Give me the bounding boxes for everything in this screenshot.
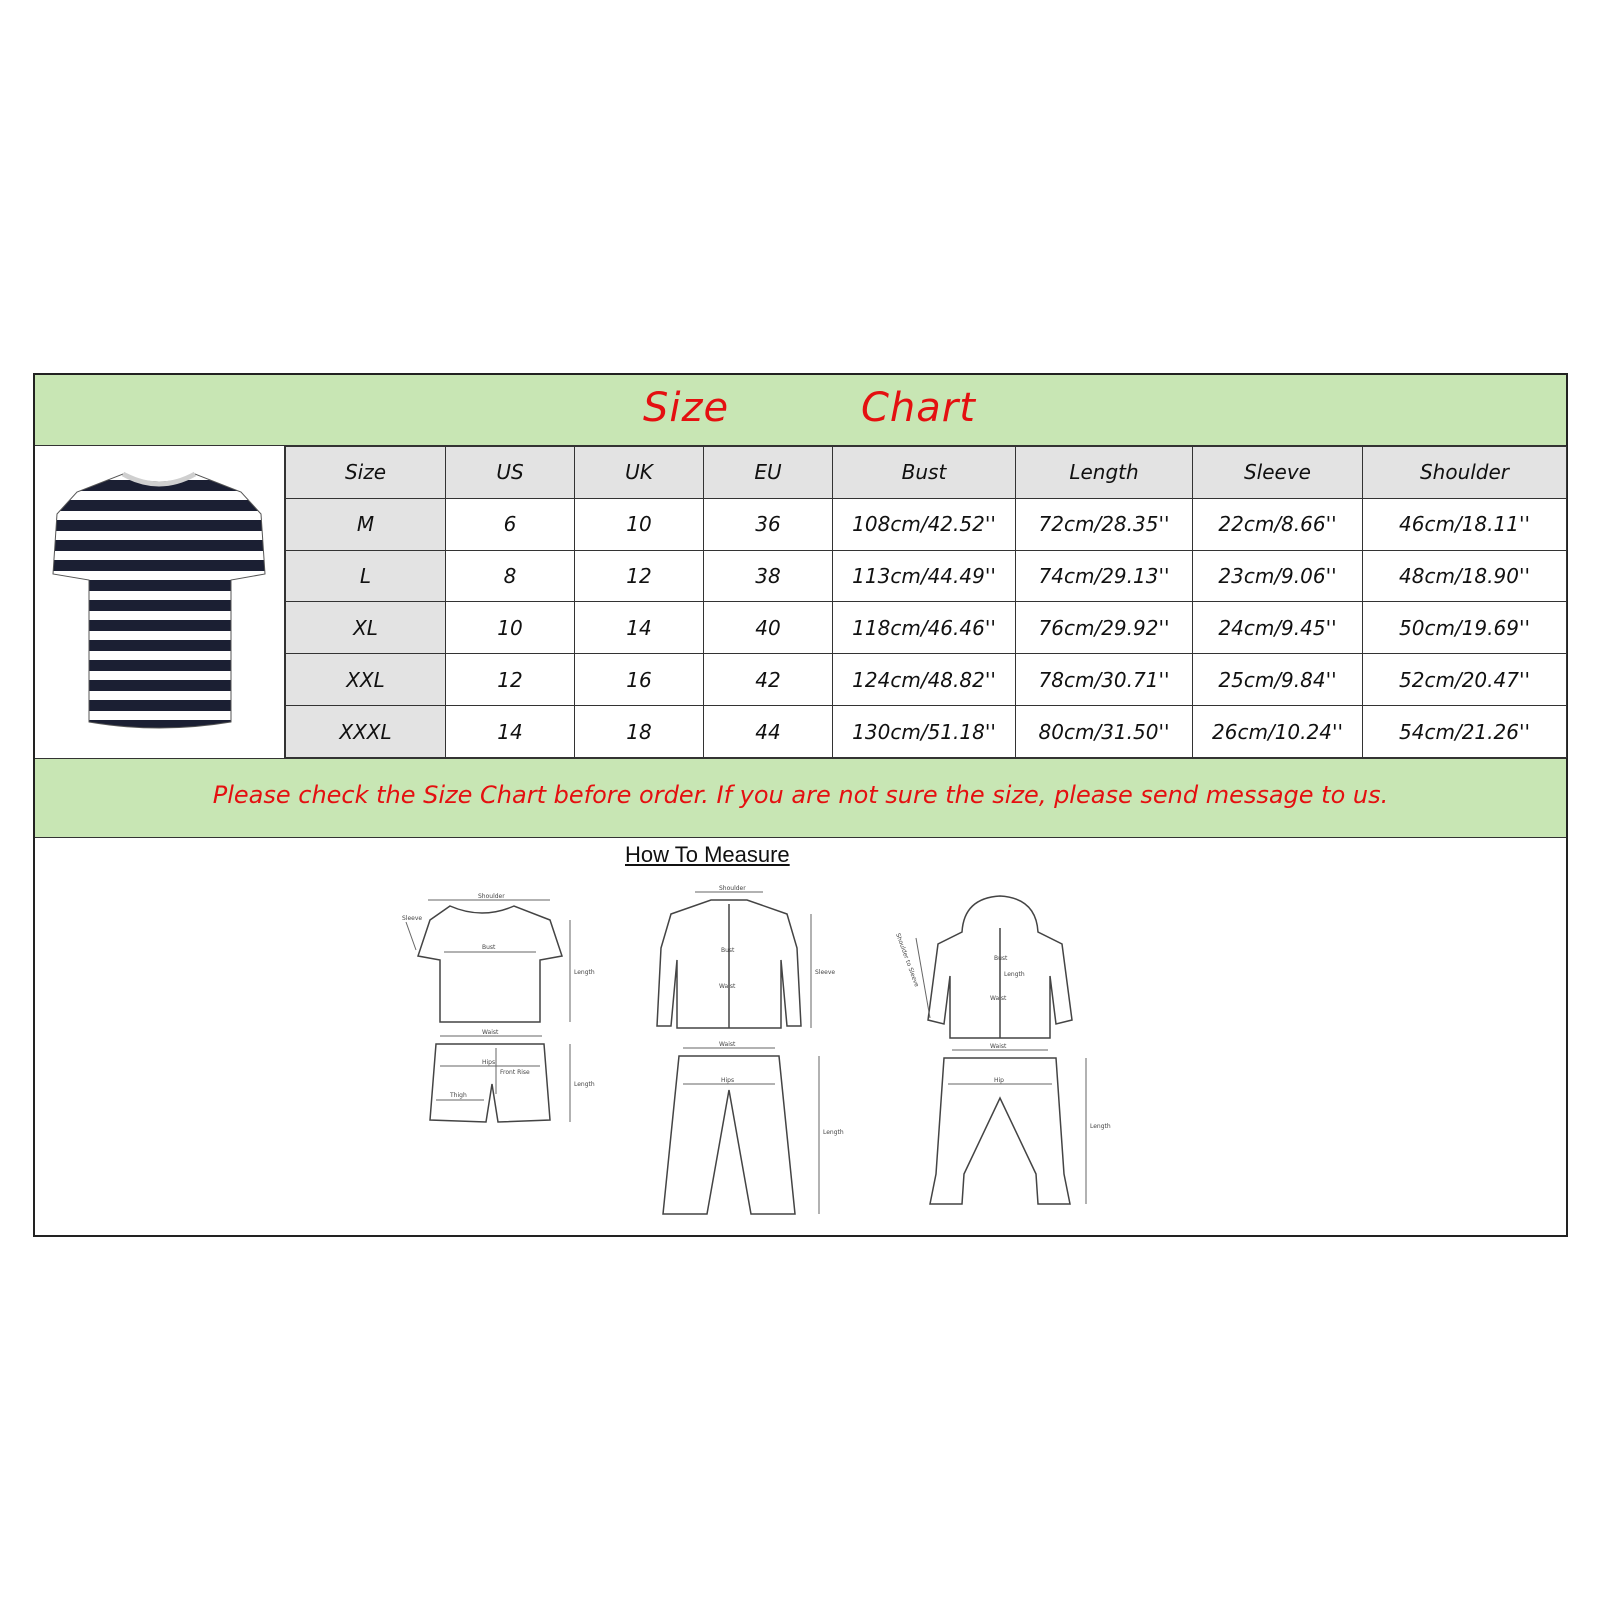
label-waist: Waist (482, 1029, 499, 1036)
table-cell: 48cm/18.90'' (1363, 550, 1567, 602)
column-header: EU (704, 447, 833, 499)
table-cell: 10 (446, 602, 575, 654)
column-header: Size (286, 447, 446, 499)
table-row (286, 706, 1567, 758)
label-length: Length (823, 1129, 844, 1136)
table-cell: 12 (575, 550, 704, 602)
table-cell: 54cm/21.26'' (1363, 706, 1567, 758)
size-cell: XL (286, 602, 446, 654)
table-cell: 130cm/51.18'' (833, 706, 1016, 758)
table-cell: 113cm/44.49'' (833, 550, 1016, 602)
label-hip: Hip (994, 1077, 1004, 1084)
title-word-chart: Chart (861, 385, 976, 431)
column-header: Shoulder (1363, 447, 1567, 499)
table-row (286, 498, 1567, 550)
column-header: US (446, 447, 575, 499)
label-shoulder-to-sleeve: Shoulder to Sleeve (894, 932, 921, 988)
label-thigh: Thigh (450, 1092, 467, 1099)
label-bust: Bust (482, 944, 496, 951)
product-photo (35, 446, 285, 758)
table-cell: 10 (575, 498, 704, 550)
size-chart-panel (33, 373, 1568, 1237)
table-cell: 108cm/42.52'' (833, 498, 1016, 550)
table-cell: 40 (704, 602, 833, 654)
table-header-row (286, 447, 1567, 499)
label-waist-pants: Waist (719, 1041, 736, 1048)
table-cell: 46cm/18.11'' (1363, 498, 1567, 550)
label-waist: Waist (719, 983, 736, 990)
label-length: Length (574, 969, 595, 976)
label-shoulder: Shoulder (478, 893, 505, 900)
label-hips: Hips (721, 1077, 735, 1084)
label-sleeve: Sleeve (815, 969, 836, 976)
table-cell: 22cm/8.66'' (1193, 498, 1363, 550)
table-cell: 52cm/20.47'' (1363, 654, 1567, 706)
table-cell: 23cm/9.06'' (1193, 550, 1363, 602)
column-header: Length (1016, 447, 1193, 499)
notice-text: Please check the Size Chart before order. If you are not sure the size, please send message to us. (212, 781, 1389, 809)
table-cell: 36 (704, 498, 833, 550)
table-cell: 74cm/29.13'' (1016, 550, 1193, 602)
table-cell: 12 (446, 654, 575, 706)
shirt-pants-diagram (635, 884, 844, 1214)
size-cell: M (286, 498, 446, 550)
label-shoulder: Shoulder (719, 885, 746, 892)
table-cell: 14 (446, 706, 575, 758)
how-to-measure-section (35, 838, 1566, 1235)
table-cell: 14 (575, 602, 704, 654)
table-row (286, 602, 1567, 654)
how-to-measure-title: How To Measure (625, 842, 790, 867)
label-bust: Bust (994, 955, 1008, 962)
label-sleeve: Sleeve (402, 915, 423, 922)
size-table (285, 446, 1567, 758)
label-waist: Waist (990, 995, 1007, 1002)
label-hips: Hips (482, 1059, 496, 1066)
column-header: Sleeve (1193, 447, 1363, 499)
size-cell: XXXL (286, 706, 446, 758)
label-waist-pants: Waist (990, 1043, 1007, 1050)
table-cell: 16 (575, 654, 704, 706)
table-row (286, 550, 1567, 602)
size-cell: L (286, 550, 446, 602)
column-header: UK (575, 447, 704, 499)
label-length: Length (1004, 971, 1025, 978)
column-header: Bust (833, 447, 1016, 499)
title-word-size: Size (643, 385, 730, 431)
label-front-rise: Front Rise (500, 1069, 530, 1076)
table-cell: 80cm/31.50'' (1016, 706, 1193, 758)
table-cell: 38 (704, 550, 833, 602)
striped-tshirt-image (35, 446, 283, 758)
table-cell: 118cm/46.46'' (833, 602, 1016, 654)
table-cell: 25cm/9.84'' (1193, 654, 1363, 706)
table-cell: 78cm/30.71'' (1016, 654, 1193, 706)
table-cell: 44 (704, 706, 833, 758)
table-cell: 72cm/28.35'' (1016, 498, 1193, 550)
label-bust: Bust (721, 947, 735, 954)
table-cell: 76cm/29.92'' (1016, 602, 1193, 654)
label-length-pants: Length (1090, 1123, 1111, 1130)
table-cell: 50cm/19.69'' (1363, 602, 1567, 654)
table-cell: 8 (446, 550, 575, 602)
table-cell: 6 (446, 498, 575, 550)
size-cell: XXL (286, 654, 446, 706)
table-cell: 24cm/9.45'' (1193, 602, 1363, 654)
title-band (35, 375, 1566, 446)
label-length-shorts: Length (574, 1081, 595, 1088)
table-cell: 42 (704, 654, 833, 706)
hoodie-joggers-diagram (890, 888, 1110, 1218)
table-cell: 26cm/10.24'' (1193, 706, 1363, 758)
notice-band (35, 758, 1566, 838)
table-row (286, 654, 1567, 706)
tshirt-shorts-diagram (400, 894, 600, 1144)
table-cell: 18 (575, 706, 704, 758)
table-cell: 124cm/48.82'' (833, 654, 1016, 706)
